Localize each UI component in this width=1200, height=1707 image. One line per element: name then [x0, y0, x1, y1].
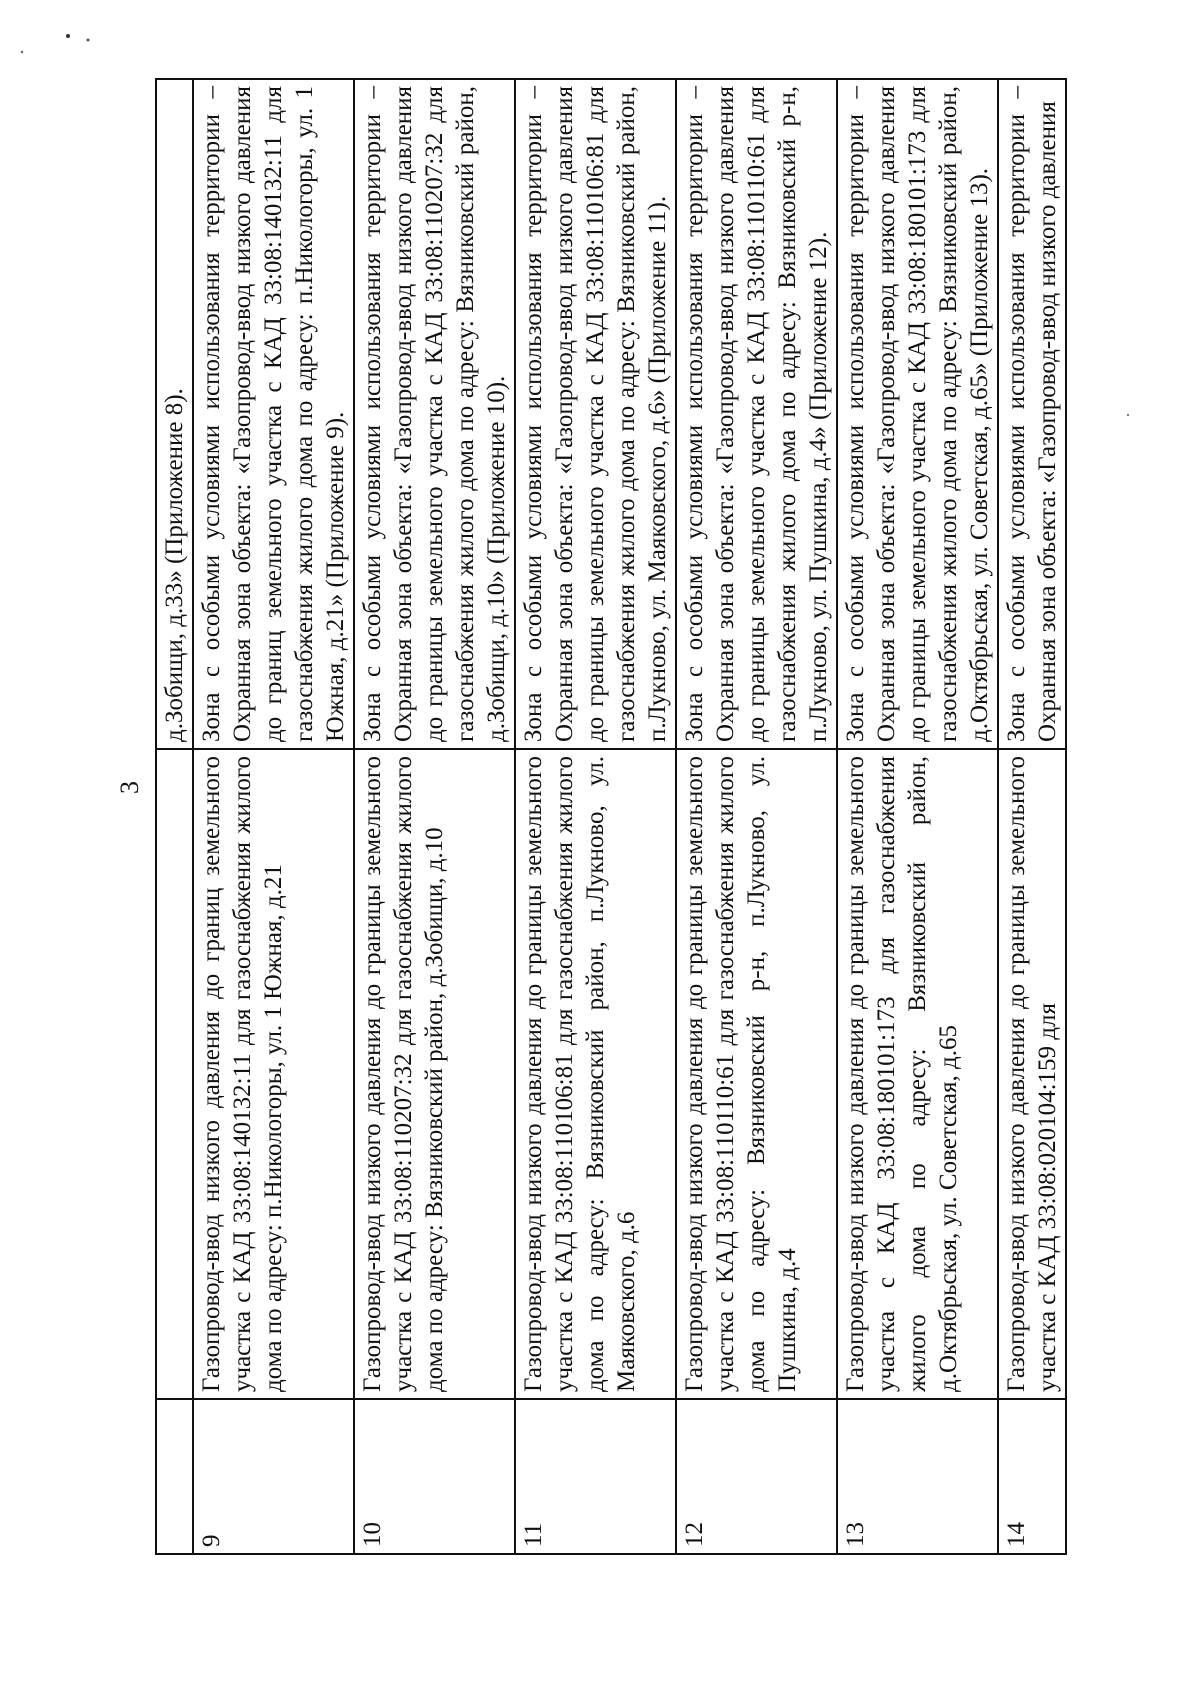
- zone-description-cell: Зона с особыми условиями использования территории – Охранная зона объекта: «Газопровод-ввод низкого давления до границы земельного участка с КАД 33:08:110110:61 для газоснабжения жилого дома по адресу: Вязниковский р-н, п.Лукново, ул. Пушкина, д.4» (Приложение 12).: [676, 79, 837, 749]
- zone-description-cell: д.Зобищи, д.33» (Приложение 8).: [156, 79, 193, 749]
- row-number-cell: 14: [998, 1399, 1066, 1554]
- zone-description-cell: Зона с особыми условиями использования территории – Охранная зона объекта: «Газопровод-ввод низкого давления до границы земельного участка с КАД 33:08:180101:173 для газоснабжения жилого дома по адресу: Вязниковский район, д.Октябрьская, ул. Советская, д.65» (Приложение 13).: [837, 79, 998, 749]
- row-number-cell: 11: [515, 1399, 676, 1554]
- object-description-cell: Газопровод-ввод низкого давления до границы земельного участка с КАД 33:08:180101:173 для газоснабжения жилого дома по адресу: Вязниковский район, д.Октябрьская, ул. Советская, д.65: [837, 749, 998, 1399]
- object-description-cell: [156, 749, 193, 1399]
- zone-description-cell: Зона с особыми условиями использования территории – Охранная зона объекта: «Газопровод-ввод низкого давления: [998, 79, 1066, 749]
- page-number: 3: [115, 781, 144, 794]
- zone-description-cell: Зона с особыми условиями использования территории – Охранная зона объекта: «Газопровод-ввод низкого давления до границы земельного участка с КАД 33:08:110106:81 для газоснабжения жилого дома по адресу: Вязниковский район, п.Лукново, ул. Маяковского, д.6» (Приложение 11).: [515, 79, 676, 749]
- table-row: [998, 79, 1066, 1554]
- protection-zones-table: [155, 78, 1067, 1555]
- object-description-cell: Газопровод-ввод низкого давления до границ земельного участка с КАД 33:08:140132:11 для газоснабжения жилого дома по адресу: п.Никологоры, ул. 1 Южная, д.21: [193, 749, 354, 1399]
- zone-description-cell: Зона с особыми условиями использования территории – Охранная зона объекта: «Газопровод-ввод низкого давления до границы земельного участка с КАД 33:08:110207:32 для газоснабжения жилого дома по адресу: Вязниковский район, д.Зобищи, д.10» (Приложение 10).: [354, 79, 515, 749]
- object-description-cell: Газопровод-ввод низкого давления до границы земельного участка с КАД 33:08:110106:81 для газоснабжения жилого дома по адресу: Вязниковский район, п.Лукново, ул. Маяковского, д.6: [515, 749, 676, 1399]
- object-description-cell: Газопровод-ввод низкого давления до границы земельного участка с КАД 33:08:110207:32 для газоснабжения жилого дома по адресу: Вязниковский район, д.Зобищи, д.10: [354, 749, 515, 1399]
- rotated-page: [110, 0, 1180, 1575]
- table-row: [515, 79, 676, 1554]
- object-description-cell: Газопровод-ввод низкого давления до границы земельного участка с КАД 33:08:110110:61 для газоснабжения жилого дома по адресу: Вязниковский р-н, п.Лукново, ул. Пушкина, д.4: [676, 749, 837, 1399]
- table-row: [156, 79, 193, 1554]
- row-number-cell: 12: [676, 1399, 837, 1554]
- table-row: [354, 79, 515, 1554]
- zone-description-cell: Зона с особыми условиями использования территории – Охранная зона объекта: «Газопровод-ввод низкого давления до границ земельного участка с КАД 33:08:140132:11 для газоснабжения жилого дома по адресу: п.Никологоры, ул. 1 Южная, д.21» (Приложение 9).: [193, 79, 354, 749]
- table-row: [837, 79, 998, 1554]
- row-number-cell: 9: [193, 1399, 354, 1554]
- table-row: [193, 79, 354, 1554]
- object-description-cell: Газопровод-ввод низкого давления до границы земельного участка с КАД 33:08:020104:159 для: [998, 749, 1066, 1399]
- row-number-cell: 13: [837, 1399, 998, 1554]
- table-row: [676, 79, 837, 1554]
- row-number-cell: 10: [354, 1399, 515, 1554]
- row-number-cell: [156, 1399, 193, 1554]
